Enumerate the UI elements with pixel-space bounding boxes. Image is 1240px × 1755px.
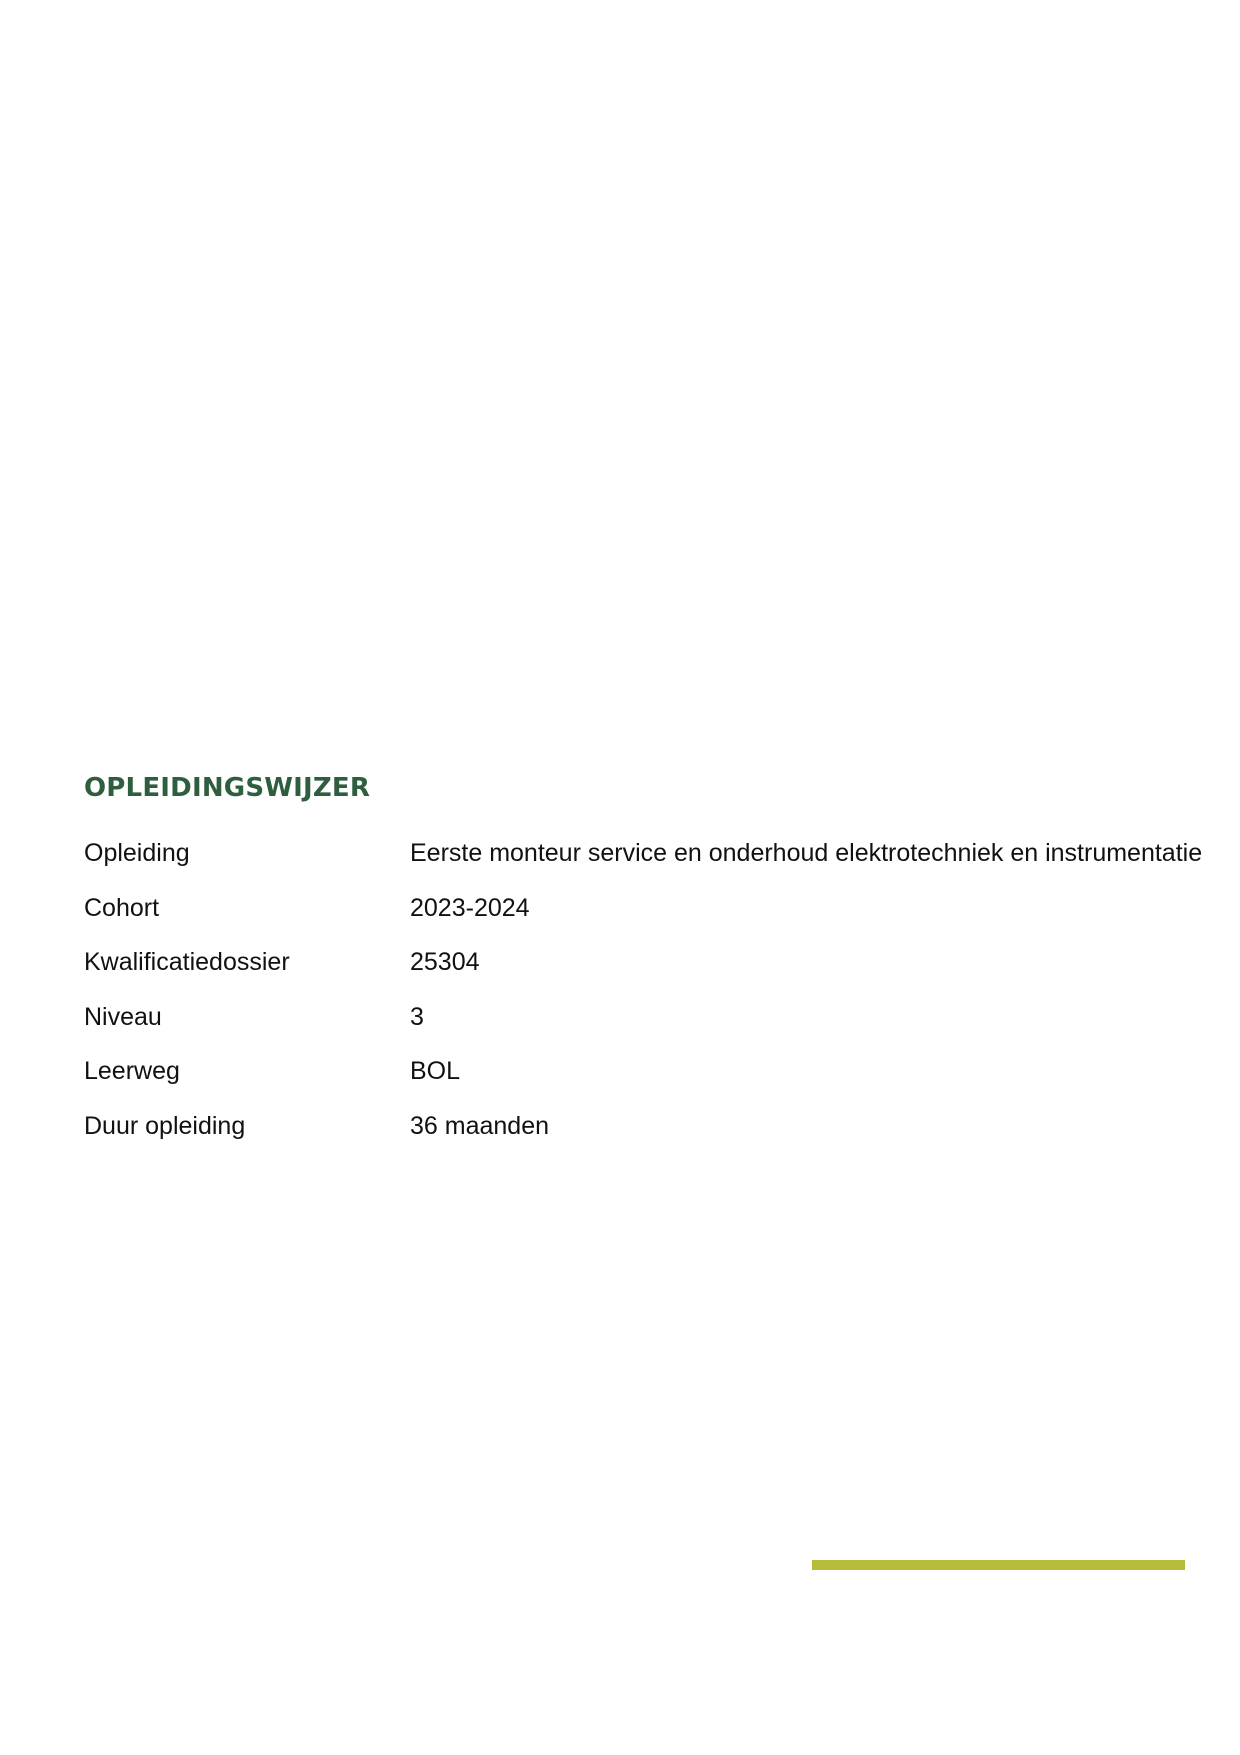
info-value: 25304: [410, 948, 480, 977]
info-value: 3: [410, 1002, 424, 1031]
section-title: OPLEIDINGSWIJZER: [84, 773, 371, 803]
info-label: Leerweg: [84, 1057, 180, 1086]
info-row-opleiding: [84, 826, 1203, 881]
info-value: 36 maanden: [410, 1111, 550, 1140]
info-value: 2023-2024: [410, 893, 530, 922]
info-row-leerweg: [84, 1044, 1164, 1099]
info-row-duur-opleiding: [84, 1099, 1164, 1154]
info-label: Niveau: [84, 1002, 162, 1031]
info-label: Duur opleiding: [84, 1111, 246, 1140]
info-row-niveau: [84, 990, 1164, 1045]
info-label: Kwalificatiedossier: [84, 948, 290, 977]
info-value: BOL: [410, 1057, 461, 1086]
info-row-kwalificatiedossier: [84, 935, 1164, 990]
info-row-cohort: [84, 881, 1164, 936]
info-value: Eerste monteur service en onderhoud elektrotechniek en instrumentatie: [410, 839, 1203, 868]
accent-bar: [812, 1560, 1185, 1570]
info-label: Cohort: [84, 893, 160, 922]
info-label: Opleiding: [84, 839, 190, 868]
info-table: [84, 826, 1203, 1153]
